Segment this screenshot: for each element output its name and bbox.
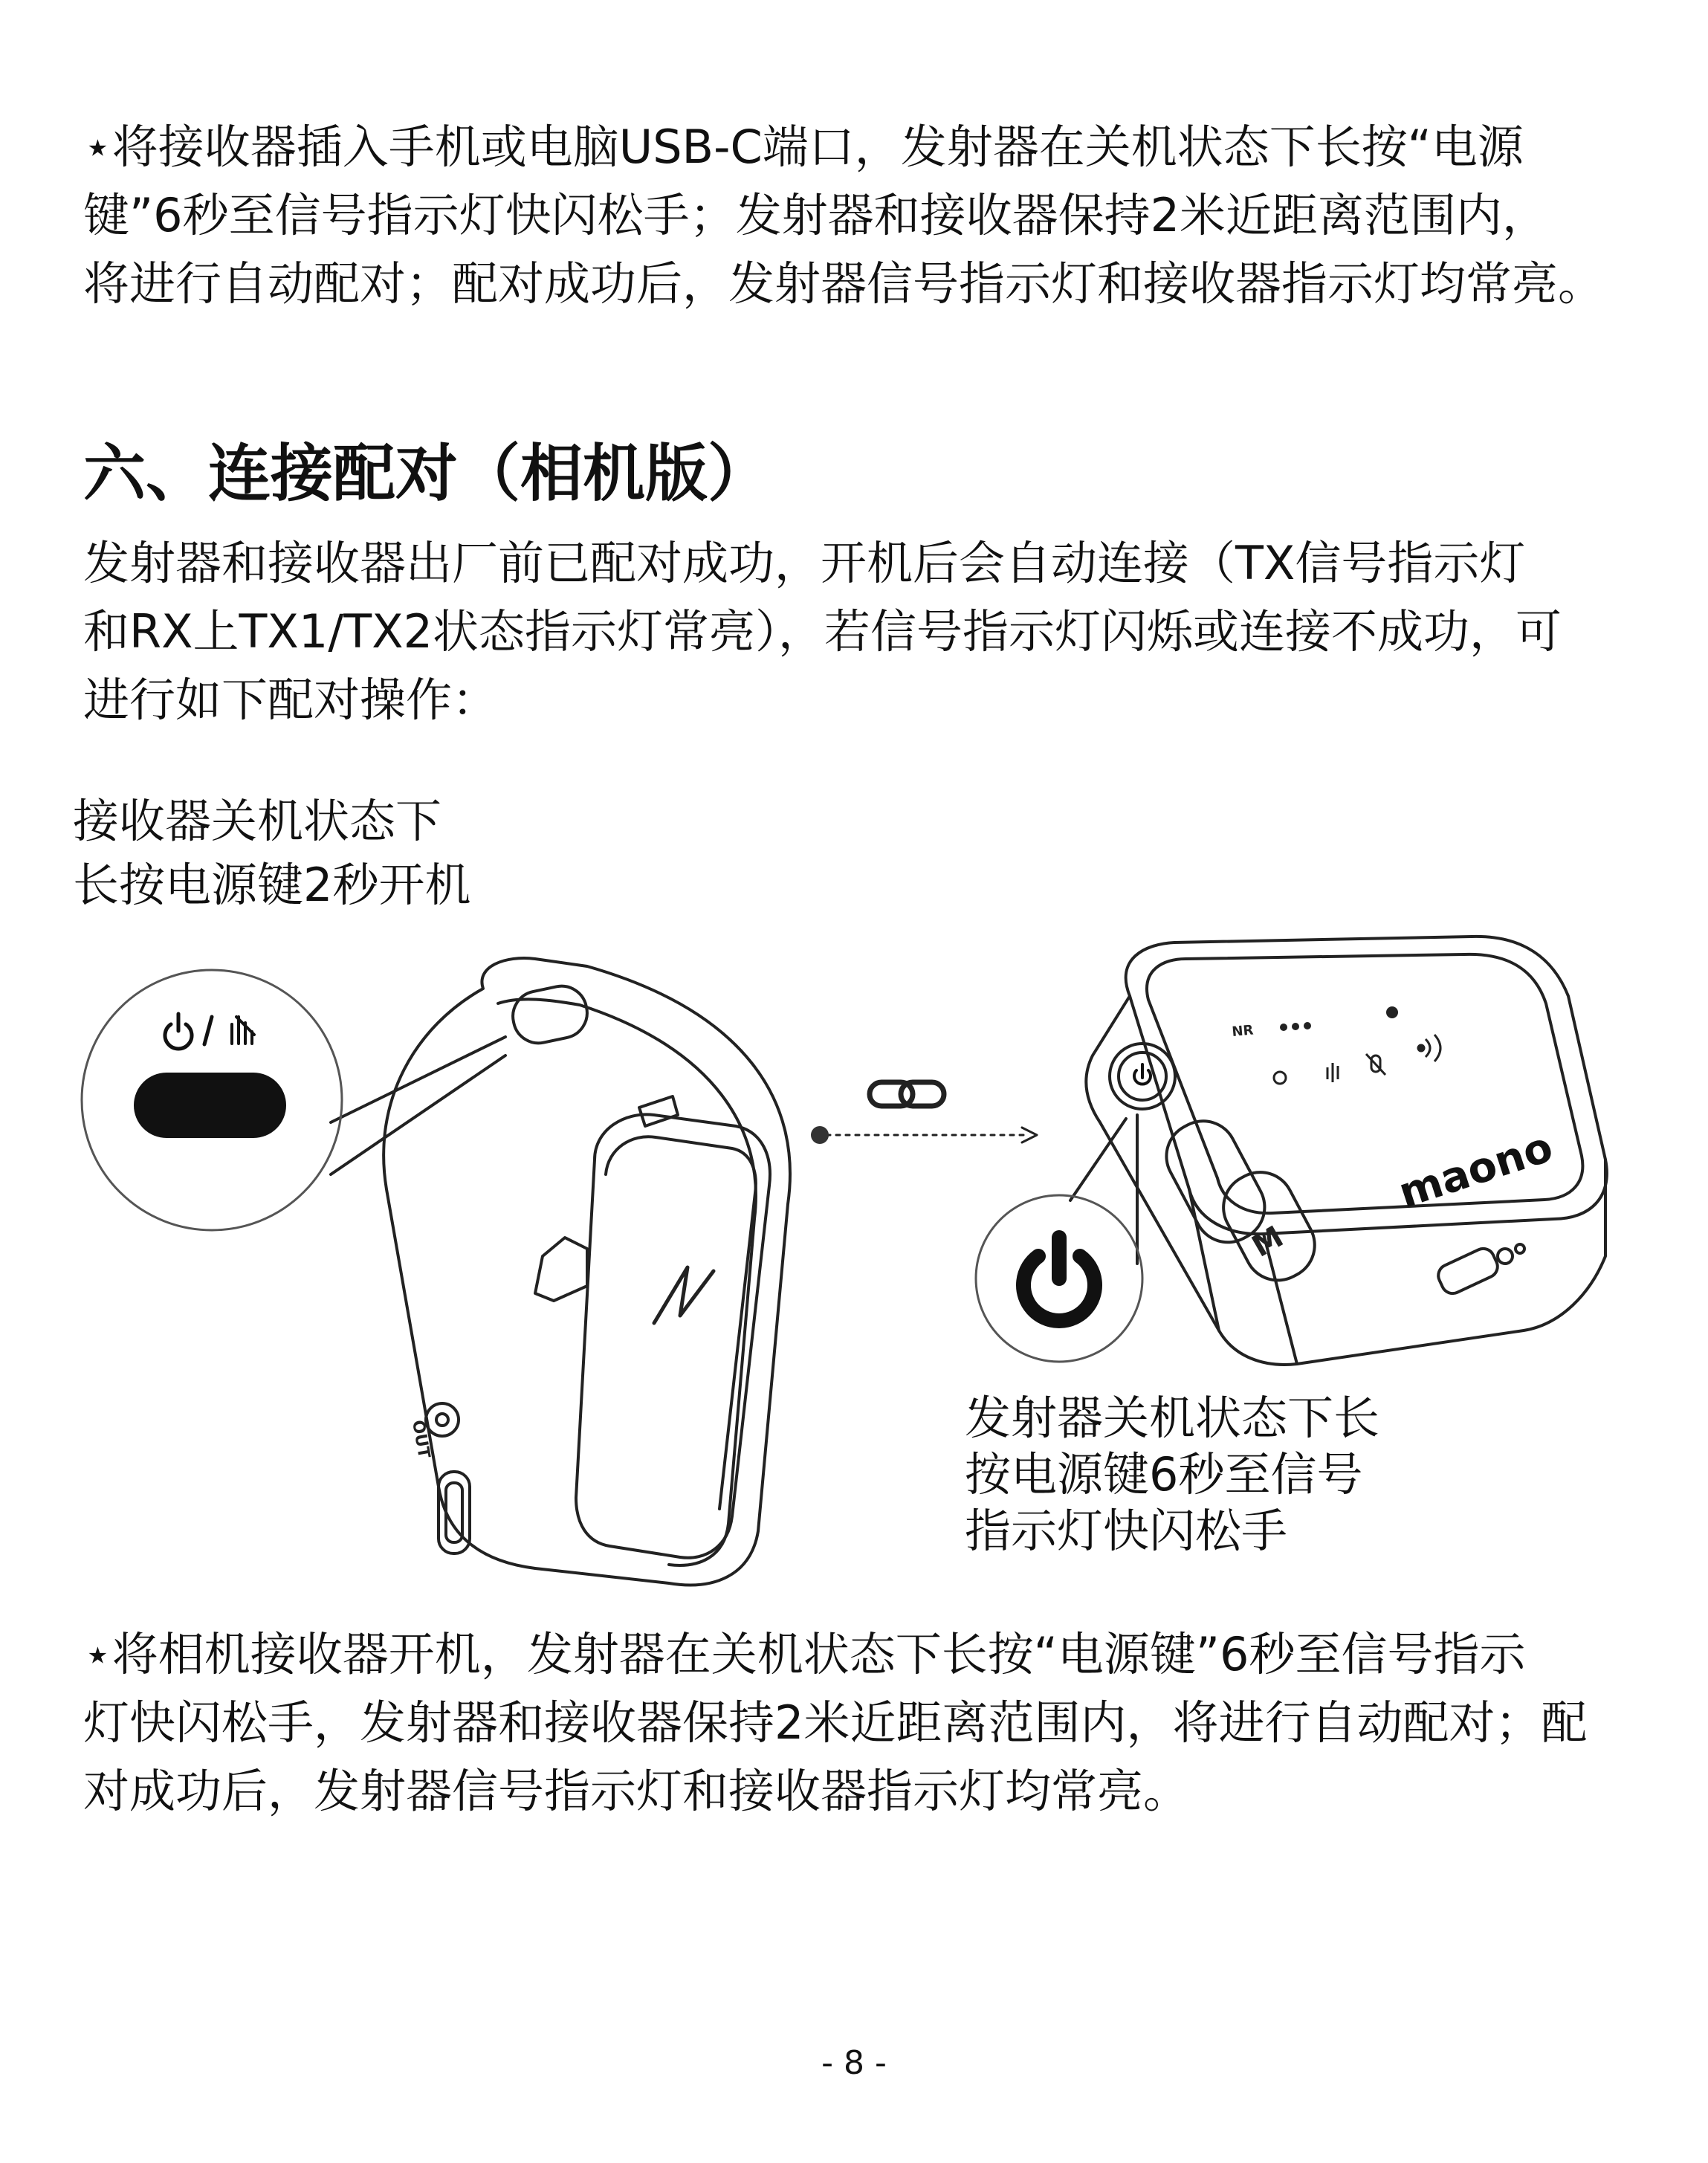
out-port-label: OUT bbox=[408, 1418, 433, 1460]
description-line: 进行如下配对操作： bbox=[83, 673, 499, 727]
pairing-arrow bbox=[826, 1128, 1037, 1142]
description-line: 发射器和接收器出厂前已配对成功，开机后会自动连接（TX信号指示灯 bbox=[83, 536, 1526, 590]
transmitter-instruction-line: 按电源键6秒至信号 bbox=[965, 1447, 1363, 1501]
pairing-start-dot bbox=[811, 1126, 829, 1144]
receiver-instruction-line: 接收器关机状态下 bbox=[73, 794, 442, 848]
link-icon bbox=[870, 1082, 944, 1106]
transmitter-side-power-icon bbox=[1134, 1064, 1151, 1084]
mute-icon bbox=[1366, 1054, 1385, 1075]
transmitter-instruction bbox=[965, 1390, 1379, 1559]
intro-line: 将进行自动配对；配对成功后，发射器信号指示灯和接收器指示灯均常亮。 bbox=[83, 256, 1605, 311]
outro-line: ⋆将相机接收器开机，发射器在关机状态下长按“电源键”6秒至信号指示 bbox=[83, 1627, 1526, 1681]
nr-label: NR bbox=[1231, 1022, 1255, 1040]
transmitter-instruction-line: 发射器关机状态下长 bbox=[965, 1391, 1380, 1445]
outro-paragraph bbox=[83, 1620, 1629, 1826]
m-button-label: M bbox=[1246, 1219, 1290, 1264]
transmitter-power-icon bbox=[1023, 1238, 1095, 1321]
page-number: - 8 - bbox=[821, 2044, 887, 2082]
receiver-zoom-button bbox=[134, 1073, 286, 1138]
brand-logo: maono bbox=[1393, 1122, 1559, 1218]
description-line: 和RX上TX1/TX2状态指示灯常亮），若信号指示灯闪烁或连接不成功，可 bbox=[83, 604, 1562, 659]
outro-line: 对成功后，发射器信号指示灯和接收器指示灯均常亮。 bbox=[83, 1764, 1190, 1818]
separator-slash bbox=[204, 1017, 212, 1044]
receiver-instruction-line: 长按电源键2秒开机 bbox=[73, 858, 471, 912]
transmitter-noise-icon bbox=[1327, 1063, 1338, 1082]
noise-reduction-icon bbox=[232, 1017, 254, 1044]
transmitter-indicators bbox=[1274, 1006, 1398, 1084]
receiver-device bbox=[82, 958, 790, 1585]
section-title: 六、连接配对（相机版） bbox=[83, 437, 771, 510]
transmitter-instruction-line: 指示灯快闪松手 bbox=[965, 1504, 1288, 1558]
intro-line: ⋆将接收器插入手机或电脑USB-C端口，发射器在关机状态下长按“电源 bbox=[83, 120, 1524, 174]
wireless-icon bbox=[1418, 1035, 1440, 1061]
power-icon bbox=[165, 1014, 192, 1049]
outro-line: 灯快闪松手，发射器和接收器保持2米近距离范围内，将进行自动配对；配 bbox=[83, 1695, 1588, 1750]
intro-line: 键”6秒至信号指示灯快闪松手；发射器和接收器保持2米近距离范围内， bbox=[83, 188, 1549, 242]
